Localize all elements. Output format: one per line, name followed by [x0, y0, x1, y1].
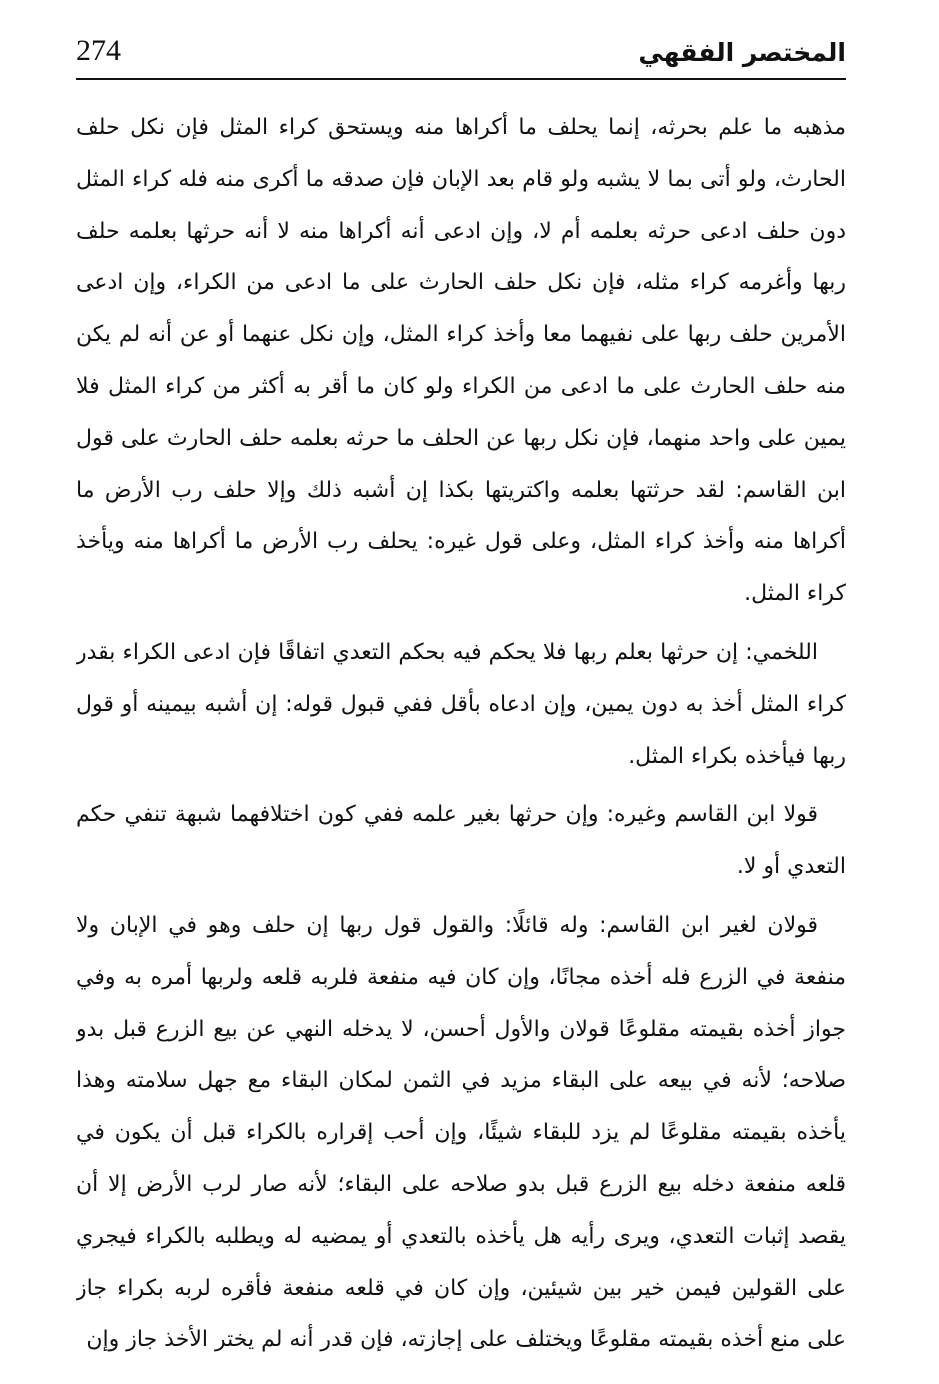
page-header [76, 34, 846, 74]
paragraph: قولان لغير ابن القاسم: وله قائلًا: والقول قول ربها إن حلف وهو في الإبان ولا منفعة في الزرع فله أخذه مجانًا، وإن كان فيه منفعة فلربه قلعه ولربها أمره به وفي جواز أخذه بقيمته مقلوعًا قولان والأول أحسن، لا يدخله النهي عن بيع الزرع قبل بدو صلاحه؛ لأنه في بيعه على البقاء مزيد في الثمن لمكان البقاء مع جهل سلامته وهذا يأخذه بقيمته مقلوعًا لم يزد للبقاء شيئًا، وإن أحب إقراره بالكراء قبل أن يكون في قلعه منفعة دخله بيع الزرع قبل بدو صلاحه على البقاء؛ لأنه صار لرب الأرض إلا أن يقصد إثبات التعدي، ويرى رأيه هل يأخذه بالتعدي أو يمضيه له ويطلبه بالكراء فيجري على القولين فيمن خير بين شيئين، وإن كان في قلعه منفعة فأقره لربه بكراء جاز على منع أخذه بقيمته مقلوعًا ويختلف على إجازته، فإن قدر أنه لم يختر الأخذ جاز وإن [76, 912, 846, 1353]
paragraph: اللخمي: إن حرثها بعلم ربها فلا يحكم فيه بحكم التعدي اتفاقًا فإن ادعى الكراء بقدر كراء المثل أخذ به دون يمين، وإن ادعاه بأقل ففي قبول قوله: إن أشبه بيمينه أو قول ربها فيأخذه بكراء المثل. [76, 639, 846, 769]
paragraph: قولا ابن القاسم وغيره: وإن حرثها بغير علمه ففي كون اختلافهما شبهة تنفي حكم التعدي أو لا. [76, 802, 846, 880]
running-title: المختصر الفقهي [638, 38, 846, 67]
page-number: 274 [76, 34, 121, 67]
paragraph: مذهبه ما علم بحرثه، إنما يحلف ما أكراها منه ويستحق كراء المثل فإن نكل حلف الحارث، ولو أتى بما لا يشبه ولو قام بعد الإبان فإن صدقه ما أكرى منه فله كراء المثل دون حلف ادعى حرثه بعلمه أم لا، وإن ادعى أنه أكراها منه لا أنه حرثها بعلمه حلف ربها وأغرمه كراء مثله، فإن نكل حلف الحارث على ما ادعى من الكراء، وإن ادعى الأمرين حلف ربها على نفيهما معا وأخذ كراء المثل، وإن نكل عنهما أو عن أنه لم يكن منه حلف الحارث على ما ادعى من الكراء ولو كان ما أقر به أكثر من كراء المثل فلا يمين على واحد منهما، فإن نكل ربها عن الحلف ما حرثه بعلمه حلف الحارث على قول ابن القاسم: لقد حرثتها بعلمه واكتريتها بكذا إن أشبه ذلك وإلا حلف رب الأرض ما أكراها منه وأخذ كراء المثل، وعلى قول غيره: يحلف رب الأرض ما أكراها منه ويأخذ كراء المثل. [76, 115, 846, 607]
header-divider [76, 78, 846, 80]
page-body [76, 102, 846, 1372]
